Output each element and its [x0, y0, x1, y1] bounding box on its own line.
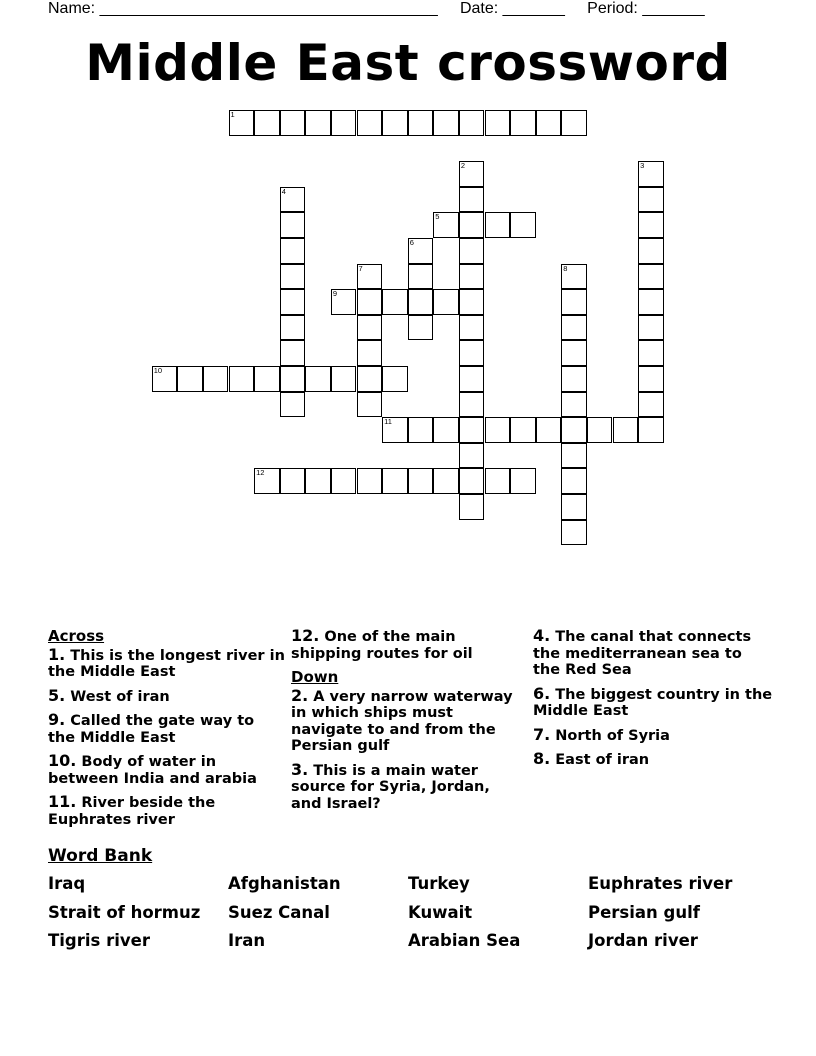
clue-down-7 — [533, 724, 773, 745]
clue-text: A very narrow waterway in which ships must navigate to and from the Persian gulf — [291, 688, 513, 754]
grid-cell[interactable] — [587, 417, 613, 443]
period-blank[interactable]: _______ — [642, 0, 705, 17]
grid-cell[interactable] — [305, 366, 331, 392]
grid-cell[interactable] — [331, 110, 357, 136]
across-heading: Across — [48, 627, 105, 645]
grid-cell[interactable] — [459, 212, 485, 238]
grid-cell[interactable] — [280, 315, 306, 341]
grid-cell[interactable] — [229, 110, 255, 136]
clue-number: 6. — [533, 683, 551, 703]
grid-cell[interactable] — [433, 110, 459, 136]
grid-cell-number: 10 — [153, 366, 163, 375]
grid-cell[interactable] — [280, 468, 306, 494]
grid-cell[interactable] — [357, 110, 383, 136]
name-label: Name: — [48, 0, 100, 17]
grid-cell[interactable] — [561, 443, 587, 469]
clues-column-1 — [48, 628, 286, 835]
clue-down-2 — [291, 685, 523, 755]
clues-column-3 — [533, 628, 773, 776]
name-blank[interactable]: ______________________________________ — [99, 0, 438, 17]
grid-cell[interactable] — [536, 110, 562, 136]
clue-across-12 — [291, 628, 523, 662]
grid-cell[interactable] — [561, 468, 587, 494]
grid-cell[interactable] — [638, 289, 664, 315]
grid-cell[interactable] — [408, 238, 434, 264]
grid-cell[interactable] — [357, 468, 383, 494]
grid-cell[interactable] — [280, 212, 306, 238]
grid-cell[interactable] — [254, 468, 280, 494]
clue-number: 11. — [48, 792, 77, 811]
grid-cell[interactable] — [638, 187, 664, 213]
grid-cell[interactable] — [485, 110, 511, 136]
grid-cell-number: 8 — [563, 263, 568, 273]
grid-cell[interactable] — [459, 468, 485, 494]
word-bank-item: Euphrates river — [588, 874, 733, 893]
grid-cell[interactable] — [561, 289, 587, 315]
grid-cell[interactable] — [433, 468, 459, 494]
grid-cell[interactable] — [459, 366, 485, 392]
grid-cell[interactable] — [382, 468, 408, 494]
down-heading: Down — [291, 668, 339, 686]
clue-text: This is the longest river in the Middle East — [48, 647, 285, 680]
grid-cell[interactable] — [152, 366, 178, 392]
clue-text: One of the main shipping routes for oil — [291, 629, 473, 662]
grid-cell[interactable] — [510, 468, 536, 494]
clue-text: The canal that connects the mediterranean sea to the Red Sea — [533, 629, 752, 678]
grid-cell[interactable] — [561, 315, 587, 341]
grid-cell[interactable] — [382, 366, 408, 392]
clue-across-10 — [48, 753, 286, 787]
grid-cell[interactable] — [357, 366, 383, 392]
grid-cell[interactable] — [459, 187, 485, 213]
grid-cell-number: 1 — [230, 110, 235, 119]
clue-text: East of iran — [550, 752, 650, 768]
grid-cell-number: 3 — [640, 161, 645, 171]
grid-cell-number: 4 — [281, 186, 286, 196]
grid-cell[interactable] — [561, 417, 587, 443]
grid-cell[interactable] — [638, 366, 664, 392]
grid-cell[interactable] — [357, 315, 383, 341]
grid-cell[interactable] — [638, 264, 664, 290]
grid-cell[interactable] — [536, 417, 562, 443]
grid-cell[interactable] — [280, 392, 306, 418]
grid-cell[interactable] — [280, 264, 306, 290]
word-bank-item: Kuwait — [408, 902, 473, 922]
word-bank-item: Suez Canal — [228, 902, 330, 922]
grid-cell[interactable] — [280, 110, 306, 136]
grid-cell[interactable] — [331, 366, 357, 392]
word-bank-item: Arabian Sea — [408, 931, 521, 950]
grid-cell[interactable] — [382, 417, 408, 443]
grid-cell[interactable] — [613, 417, 639, 443]
word-bank-item: Iraq — [48, 874, 86, 893]
grid-cell[interactable] — [280, 238, 306, 264]
clue-down-6 — [533, 683, 773, 720]
grid-cell[interactable] — [357, 392, 383, 418]
clue-number: 12. — [291, 626, 320, 645]
clue-across-11 — [48, 794, 286, 828]
clue-text: This is a main water source for Syria, Jordan, and Israel? — [291, 762, 490, 812]
word-bank — [48, 874, 768, 952]
grid-cell[interactable] — [459, 289, 485, 315]
grid-cell[interactable] — [510, 212, 536, 238]
clue-number: 10. — [48, 751, 77, 770]
clue-text: Called the gate way to the Middle East — [48, 713, 255, 746]
word-bank-item: Strait of hormuz — [48, 902, 201, 922]
grid-cell[interactable] — [433, 212, 459, 238]
grid-cell[interactable] — [433, 289, 459, 315]
grid-cell[interactable] — [408, 468, 434, 494]
grid-cell[interactable] — [459, 494, 485, 520]
grid-cell-number: 11 — [384, 417, 392, 427]
date-blank[interactable]: _______ — [502, 0, 565, 17]
clue-text: North of Syria — [550, 727, 670, 744]
word-bank-item: Jordan river — [588, 931, 698, 950]
grid-cell[interactable] — [510, 110, 536, 136]
grid-cell[interactable] — [280, 366, 306, 392]
clue-number: 9. — [48, 710, 66, 729]
grid-cell[interactable] — [433, 417, 459, 443]
grid-cell[interactable] — [638, 392, 664, 418]
grid-cell[interactable] — [408, 417, 434, 443]
grid-cell[interactable] — [561, 494, 587, 520]
clue-text: The biggest country in the Middle East — [533, 686, 773, 719]
grid-cell[interactable] — [485, 468, 511, 494]
clues-column-2 — [291, 628, 523, 819]
grid-cell-number: 9 — [332, 289, 338, 299]
grid-cell[interactable] — [459, 315, 485, 341]
clue-down-8 — [533, 751, 773, 769]
grid-cell[interactable] — [561, 520, 587, 546]
grid-cell[interactable] — [408, 315, 434, 341]
grid-cell[interactable] — [331, 289, 357, 315]
grid-cell[interactable] — [305, 110, 331, 136]
grid-cell[interactable] — [177, 366, 203, 392]
clue-number: 1. — [48, 644, 66, 664]
grid-cell[interactable] — [357, 340, 383, 366]
clue-text: West of iran — [65, 688, 170, 705]
grid-cell[interactable] — [203, 366, 229, 392]
grid-cell[interactable] — [638, 340, 664, 366]
grid-cell[interactable] — [485, 212, 511, 238]
page-title: Middle East crossword — [85, 34, 731, 92]
grid-cell[interactable] — [638, 238, 664, 264]
grid-cell[interactable] — [280, 289, 306, 315]
grid-cell[interactable] — [254, 110, 280, 136]
grid-cell[interactable] — [561, 366, 587, 392]
period-label: Period: — [587, 0, 643, 17]
clue-across-5 — [48, 685, 286, 706]
grid-cell[interactable] — [357, 264, 383, 290]
grid-cell[interactable] — [485, 417, 511, 443]
grid-cell[interactable] — [229, 366, 255, 392]
grid-cell[interactable] — [638, 315, 664, 341]
grid-cell[interactable] — [305, 468, 331, 494]
word-bank-item: Turkey — [408, 874, 470, 893]
grid-cell[interactable] — [638, 161, 664, 187]
grid-cell-number: 7 — [358, 263, 363, 273]
word-bank-item: Tigris river — [48, 931, 150, 950]
grid-cell[interactable] — [280, 187, 306, 213]
clue-number: 8. — [533, 749, 551, 768]
date-label: Date: — [459, 0, 503, 17]
grid-cell[interactable] — [510, 417, 536, 443]
grid-cell[interactable] — [382, 289, 408, 315]
grid-cell[interactable] — [459, 340, 485, 366]
grid-cell[interactable] — [382, 110, 408, 136]
grid-cell[interactable] — [638, 417, 664, 443]
grid-cell[interactable] — [459, 110, 485, 136]
word-bank-item: Iran — [228, 931, 266, 950]
clue-across-9 — [48, 712, 286, 746]
clue-number: 3. — [291, 759, 309, 779]
grid-cell[interactable] — [331, 468, 357, 494]
clue-number: 2. — [291, 685, 309, 705]
grid-cell[interactable] — [561, 340, 587, 366]
grid-cell-number: 12 — [256, 468, 265, 478]
clue-down-3 — [291, 759, 523, 813]
grid-cell[interactable] — [459, 161, 485, 187]
word-bank-heading: Word Bank — [48, 846, 153, 866]
grid-cell[interactable] — [280, 340, 306, 366]
grid-cell[interactable] — [638, 212, 664, 238]
grid-cell[interactable] — [459, 417, 485, 443]
grid-cell[interactable] — [561, 110, 587, 136]
clue-text: Body of water in between India and arabia — [48, 754, 257, 787]
word-bank-item: Afghanistan — [228, 874, 341, 893]
grid-cell-number: 6 — [409, 238, 414, 247]
grid-cell[interactable] — [408, 264, 434, 290]
grid-cell[interactable] — [459, 264, 485, 290]
grid-cell-number: 5 — [435, 212, 440, 222]
grid-cell[interactable] — [459, 238, 485, 264]
grid-cell[interactable] — [408, 289, 434, 315]
grid-cell[interactable] — [408, 110, 434, 136]
clue-down-4 — [533, 628, 773, 679]
grid-cell-number: 2 — [460, 161, 466, 171]
grid-cell[interactable] — [357, 289, 383, 315]
clue-number: 7. — [533, 724, 551, 744]
grid-cell[interactable] — [459, 443, 485, 469]
grid-cell[interactable] — [459, 392, 485, 418]
clue-number: 4. — [533, 626, 551, 645]
clue-text: River beside the Euphrates river — [48, 795, 216, 828]
word-bank-item: Persian gulf — [588, 902, 700, 922]
grid-cell[interactable] — [561, 392, 587, 418]
clue-number: 5. — [48, 685, 66, 705]
clue-across-1 — [48, 644, 286, 681]
grid-cell[interactable] — [561, 264, 587, 290]
grid-cell[interactable] — [254, 366, 280, 392]
